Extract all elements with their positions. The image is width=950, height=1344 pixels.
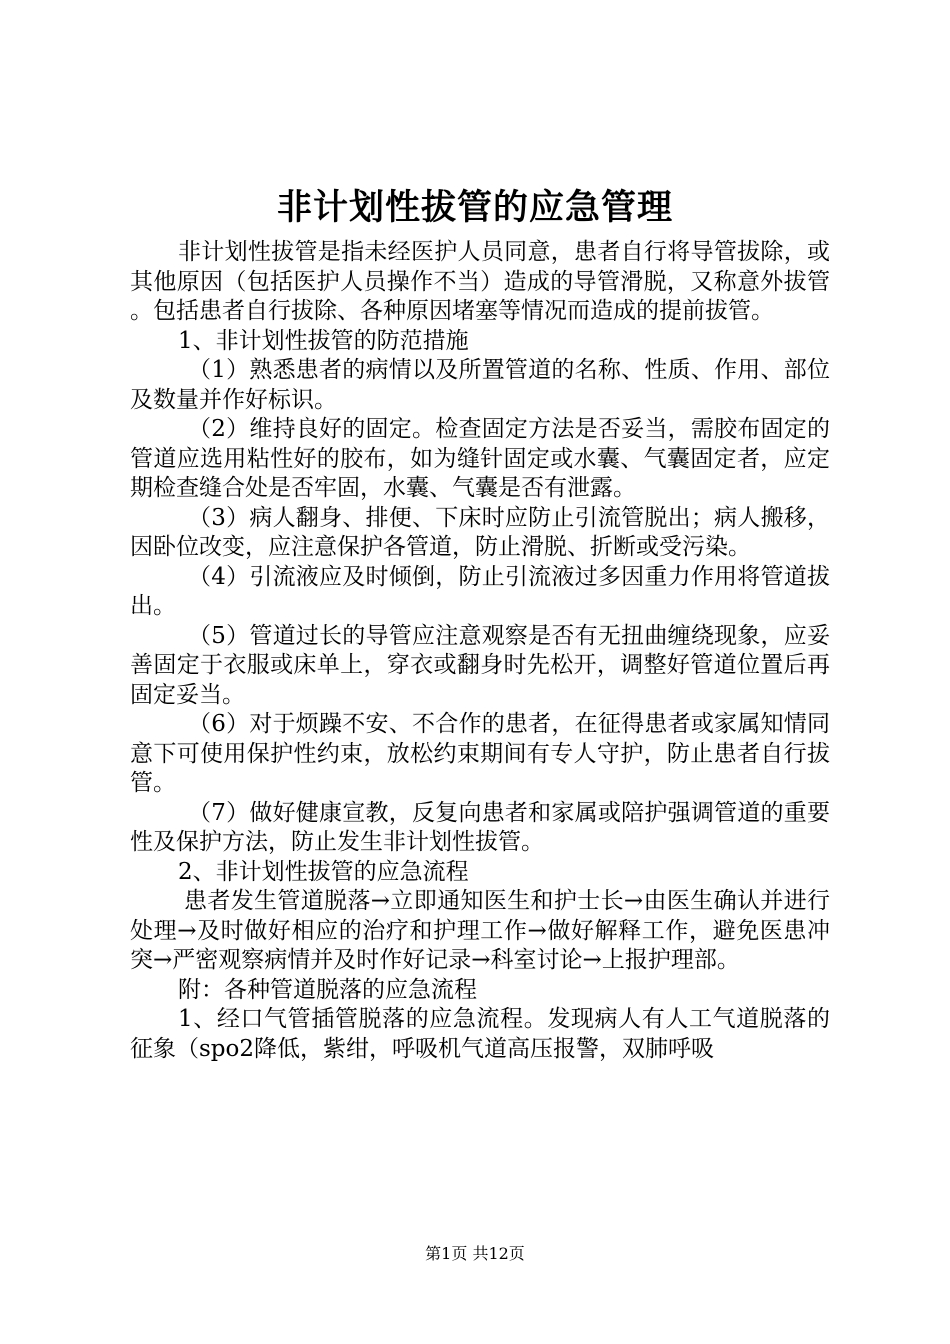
measure-item-4: （4）引流液应及时倾倒，防止引流液过多因重力作用将管道拔出。 xyxy=(130,563,830,619)
appendix-item-1: 1、经口气管插管脱落的应急流程。发现病人有人工气道脱落的征象（spo2降低，紫绀，呼吸机气道高压报警，双肺呼吸 xyxy=(130,1006,830,1062)
measure-item-2: （2）维持良好的固定。检查固定方法是否妥当，需胶布固定的管道应选用粘性好的胶布，如为缝针固定或水囊、气囊固定者，应定期检查缝合处是否牢固，水囊、气囊是否有泄露。 xyxy=(130,416,830,501)
document-title: 非计划性拔管的应急管理 xyxy=(276,188,673,228)
emergency-process-flow: 患者发生管道脱落→立即通知医生和护士长→由医生确认并进行处理→及时做好相应的治疗和护理工作→做好解释工作，避免医患冲突→严密观察病情并及时作好记录→科室讨论→上报护理部。 xyxy=(130,888,830,973)
measure-item-7: （7）做好健康宣教，反复向患者和家属或陪护强调管道的重要性及保护方法，防止发生非计划性拔管。 xyxy=(130,799,830,855)
document-body xyxy=(130,238,830,1064)
measure-item-6: （6）对于烦躁不安、不合作的患者，在征得患者或家属知情同意下可使用保护性约束，放松约束期间有专人守护，防止患者自行拔管。 xyxy=(130,711,830,796)
heading-prevention-measures: 1、非计划性拔管的防范措施 xyxy=(178,327,469,354)
appendix-heading: 附：各种管道脱落的应急流程 xyxy=(178,976,477,1003)
measure-item-5: （5）管道过长的导管应注意观察是否有无扭曲缠绕现象，应妥善固定于衣服或床单上，穿衣或翻身时先松开，调整好管道位置后再固定妥当。 xyxy=(130,622,830,708)
measure-item-1: （1）熟悉患者的病情以及所置管道的名称、性质、作用、部位及数量并作好标识。 xyxy=(130,357,830,413)
heading-emergency-process: 2、非计划性拔管的应急流程 xyxy=(178,858,469,885)
measure-item-3: （3）病人翻身、排便、下床时应防止引流管脱出；病人搬移，因卧位改变，应注意保护各管道，防止滑脱、折断或受污染。 xyxy=(130,504,830,560)
page-footer: 第1页 共12页 xyxy=(425,1244,525,1263)
paragraph-definition: 非计划性拔管是指未经医护人员同意，患者自行将导管拔除，或其他原因（包括医护人员操作不当）造成的导管滑脱，又称意外拔管。包括患者自行拔除、各种原因堵塞等情况而造成的提前拔管。 xyxy=(130,239,830,324)
